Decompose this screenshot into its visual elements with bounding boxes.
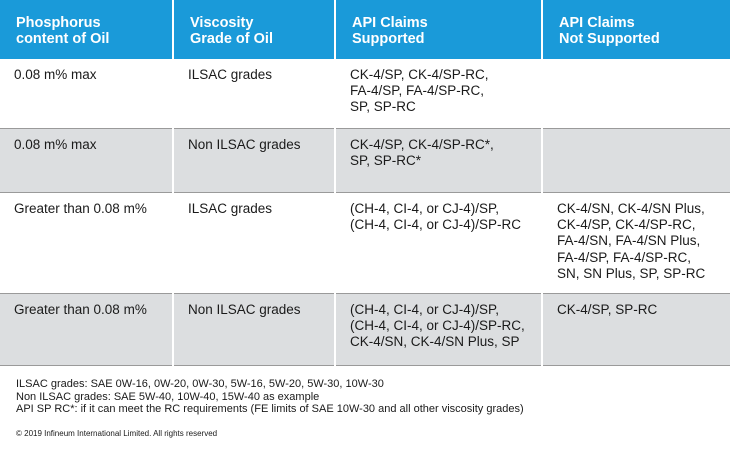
cell-text: Non ILSAC grades <box>188 302 301 317</box>
cell-supported <box>335 59 542 129</box>
cell-supported <box>335 294 542 366</box>
cell-text: ILSAC grades <box>188 67 273 82</box>
cell-line: FA-4/SP, FA-4/SP-RC, <box>350 83 485 99</box>
cell-line: (CH-4, CI-4, or CJ-4)/SP-RC, <box>350 318 525 334</box>
table-header-row <box>0 0 730 59</box>
footnotes <box>16 378 524 416</box>
cell-not-supported <box>542 193 730 294</box>
cell-line: CK-4/SP, CK-4/SP-RC, <box>350 67 489 82</box>
cell-line: (CH-4, CI-4, or CJ-4)/SP, <box>350 201 500 216</box>
cell-not-supported <box>542 294 730 366</box>
header-line: Supported <box>352 31 425 47</box>
cell-not-supported <box>542 129 730 193</box>
header-not-supported <box>542 0 730 59</box>
cell-text: 0.08 m% max <box>14 67 97 82</box>
copyright-notice: © 2019 Infineum International Limited. All rights reserved <box>16 429 218 438</box>
header-line: API Claims <box>352 15 428 31</box>
cell-viscosity <box>173 193 335 294</box>
table-row <box>0 59 730 129</box>
footnote-sp-rc: API SP RC*: if it can meet the RC requirements (FE limits of SAE 10W-30 and all other viscosity grades) <box>16 403 524 416</box>
footnote-non-ilsac: Non ILSAC grades: SAE 5W-40, 10W-40, 15W-40 as example <box>16 390 320 403</box>
header-supported <box>335 0 542 59</box>
cell-phosphorus <box>0 193 173 294</box>
table-row <box>0 129 730 193</box>
cell-text: Greater than 0.08 m% <box>14 302 147 317</box>
cell-line: CK-4/SP, CK-4/SP-RC, <box>557 217 696 233</box>
header-line: Grade of Oil <box>190 31 273 47</box>
header-line: API Claims <box>559 15 635 31</box>
cell-line: CK-4/SN, CK-4/SN Plus, SP <box>350 334 520 350</box>
cell-line: CK-4/SP, SP-RC <box>557 302 658 317</box>
header-line: Not Supported <box>559 31 660 47</box>
cell-line: FA-4/SP, FA-4/SP-RC, <box>557 249 692 265</box>
cell-line: CK-4/SP, CK-4/SP-RC*, <box>350 137 494 152</box>
cell-not-supported <box>542 59 730 129</box>
header-phosphorus <box>0 0 173 59</box>
header-line: content of Oil <box>16 31 110 47</box>
cell-viscosity <box>173 294 335 366</box>
cell-text: Greater than 0.08 m% <box>14 201 147 216</box>
footnote-ilsac: ILSAC grades: SAE 0W-16, 0W-20, 0W-30, 5W-16, 5W-20, 5W-30, 10W-30 <box>16 378 384 390</box>
cell-line: SP, SP-RC* <box>350 153 422 169</box>
table-row <box>0 294 730 366</box>
cell-line: CK-4/SN, CK-4/SN Plus, <box>557 201 705 216</box>
cell-phosphorus <box>0 294 173 366</box>
cell-line: (CH-4, CI-4, or CJ-4)/SP, <box>350 302 500 317</box>
cell-phosphorus <box>0 59 173 129</box>
cell-line: SP, SP-RC <box>350 99 416 115</box>
table-row <box>0 193 730 294</box>
cell-text: 0.08 m% max <box>14 137 97 152</box>
header-line: Viscosity <box>190 15 254 31</box>
cell-supported <box>335 193 542 294</box>
header-viscosity <box>173 0 335 59</box>
cell-text: Non ILSAC grades <box>188 137 301 152</box>
cell-line: (CH-4, CI-4, or CJ-4)/SP-RC <box>350 217 522 233</box>
cell-line: FA-4/SN, FA-4/SN Plus, <box>557 233 701 249</box>
cell-viscosity <box>173 59 335 129</box>
cell-text: ILSAC grades <box>188 201 273 216</box>
cell-line: SN, SN Plus, SP, SP-RC <box>557 265 706 281</box>
cell-viscosity <box>173 129 335 193</box>
cell-phosphorus <box>0 129 173 193</box>
header-line: Phosphorus <box>16 15 101 31</box>
cell-supported <box>335 129 542 193</box>
